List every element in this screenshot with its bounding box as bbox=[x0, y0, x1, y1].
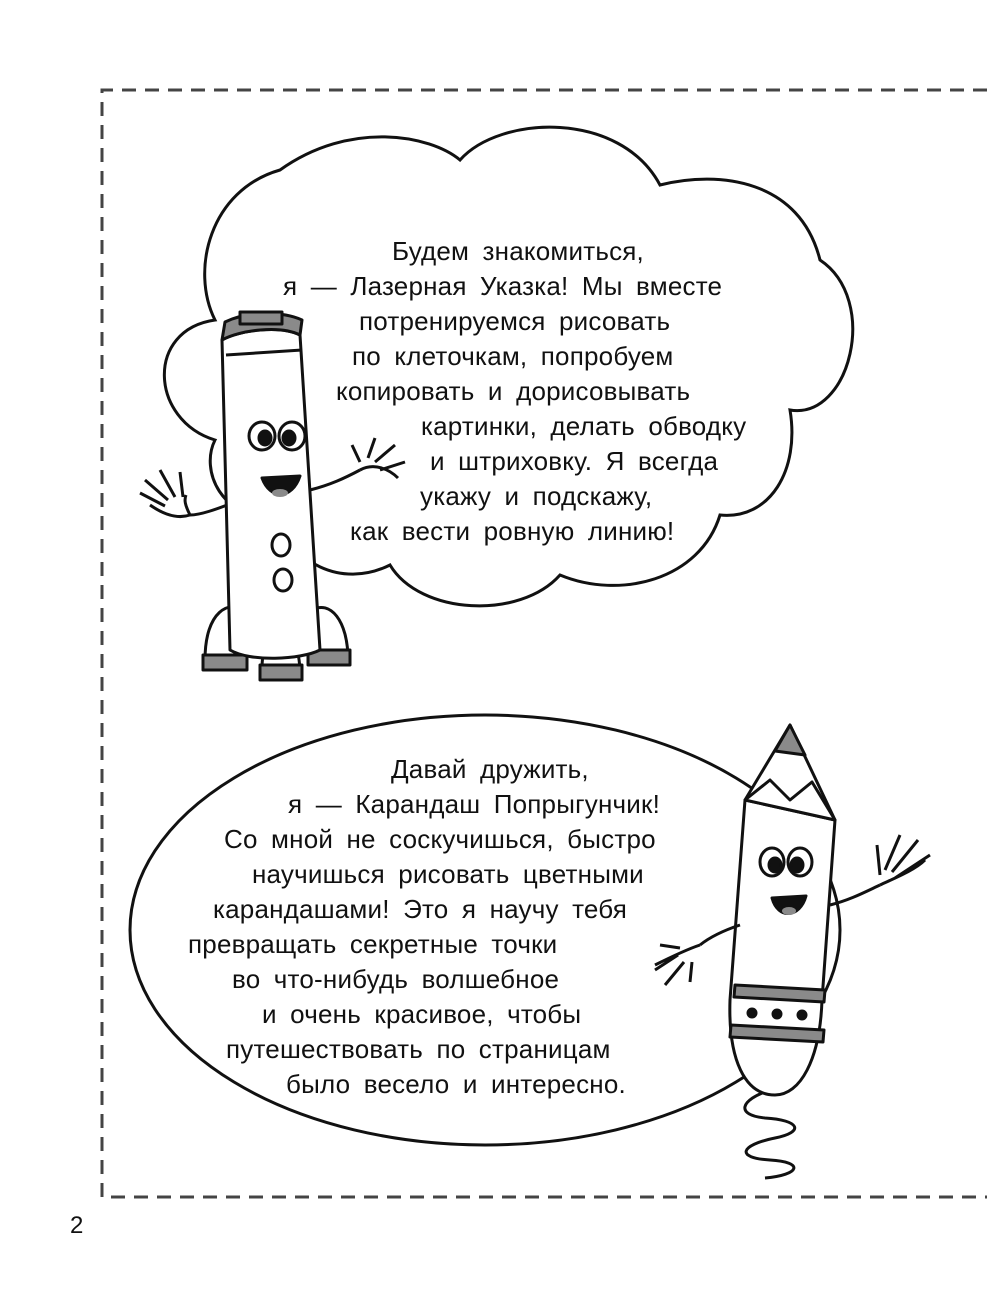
speech-line: укажу и подскажу, bbox=[420, 481, 653, 511]
speech-line: по клеточкам, попробуем bbox=[352, 341, 674, 371]
speech-line: Будем знакомиться, bbox=[392, 236, 644, 266]
speech-line: копировать и дорисовывать bbox=[336, 376, 691, 406]
laser-pointer-speech bbox=[0, 234, 987, 549]
speech-line: научишься рисовать цветными bbox=[252, 859, 644, 889]
speech-line: и штриховку. Я всегда bbox=[430, 446, 719, 476]
speech-line: Давай дружить, bbox=[391, 754, 589, 784]
pencil-spring bbox=[745, 1090, 795, 1178]
laser-left-foot-sole bbox=[203, 655, 247, 670]
speech-line: картинки, делать обводку bbox=[421, 411, 747, 441]
page-number: 2 bbox=[70, 1212, 84, 1239]
speech-line: я — Лазерная Указка! Мы вместе bbox=[283, 271, 723, 301]
speech-line: Со мной не соскучишься, быстро bbox=[224, 824, 656, 854]
speech-line: карандашами! Это я научу тебя bbox=[213, 894, 628, 924]
laser-button-2 bbox=[274, 569, 292, 591]
speech-line: и очень красивое, чтобы bbox=[262, 999, 582, 1029]
speech-line: как вести ровную линию! bbox=[350, 516, 675, 546]
pencil-speech bbox=[0, 752, 987, 1102]
speech-line: было весело и интересно. bbox=[286, 1069, 626, 1099]
speech-line: во что-нибудь волшебное bbox=[232, 964, 560, 994]
speech-line: потренируемся рисовать bbox=[359, 306, 671, 336]
laser-middle-foot-sole bbox=[260, 665, 302, 680]
speech-line: превращать секретные точки bbox=[188, 929, 558, 959]
speech-line: путешествовать по страницам bbox=[226, 1034, 611, 1064]
speech-line: я — Карандаш Попрыгунчик! bbox=[288, 789, 661, 819]
